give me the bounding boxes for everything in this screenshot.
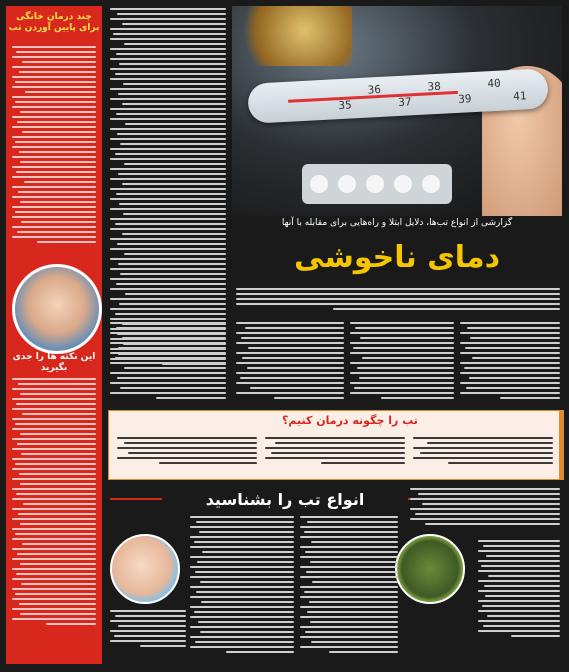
scale-37: 37 <box>398 95 412 109</box>
article-column-1 <box>110 8 226 368</box>
scale-41: 41 <box>512 89 527 103</box>
article-column-4 <box>236 322 344 402</box>
article-title: دمای ناخوشی <box>294 240 500 275</box>
baby-photo <box>110 534 180 604</box>
sidebar-tips <box>6 6 102 664</box>
types-column-3 <box>190 516 294 656</box>
types-column-1 <box>410 488 560 528</box>
sidebar-title: چند درمان خانگی برای پایین آوردن تب <box>8 12 100 33</box>
article-column-2 <box>460 322 560 402</box>
thermometer-photo <box>232 6 562 216</box>
mosquito-photo <box>395 534 465 604</box>
scale-38: 38 <box>427 79 442 94</box>
scale-36: 36 <box>367 82 382 97</box>
pills-blister <box>302 164 452 204</box>
treatment-box-title: تب را چگونه درمان کنیم؟ <box>282 414 418 427</box>
article-subtitle: گزارشی از انواع تب‌ها، دلایل ابتلا و راه‌هایی برای مقابله با آنها <box>281 218 513 228</box>
types-column-4 <box>110 610 186 650</box>
lamp-glow <box>232 6 352 66</box>
article-column-5 <box>110 322 226 402</box>
scale-40: 40 <box>487 76 502 91</box>
fever-types-title: انواع تب را بشناسید <box>205 490 365 509</box>
sidebar-text-block-2 <box>12 378 96 628</box>
scale-39: 39 <box>457 92 472 106</box>
scale-35: 35 <box>338 98 352 113</box>
lead-paragraph <box>236 288 560 313</box>
types-column-2 <box>300 516 398 656</box>
article-column-3 <box>350 322 454 402</box>
types-column-1b <box>478 540 560 640</box>
sidebar-subtitle: این نکته ها را جدی بگیرید <box>12 352 96 373</box>
sick-man-photo <box>12 264 102 354</box>
sidebar-text-block <box>12 46 96 246</box>
